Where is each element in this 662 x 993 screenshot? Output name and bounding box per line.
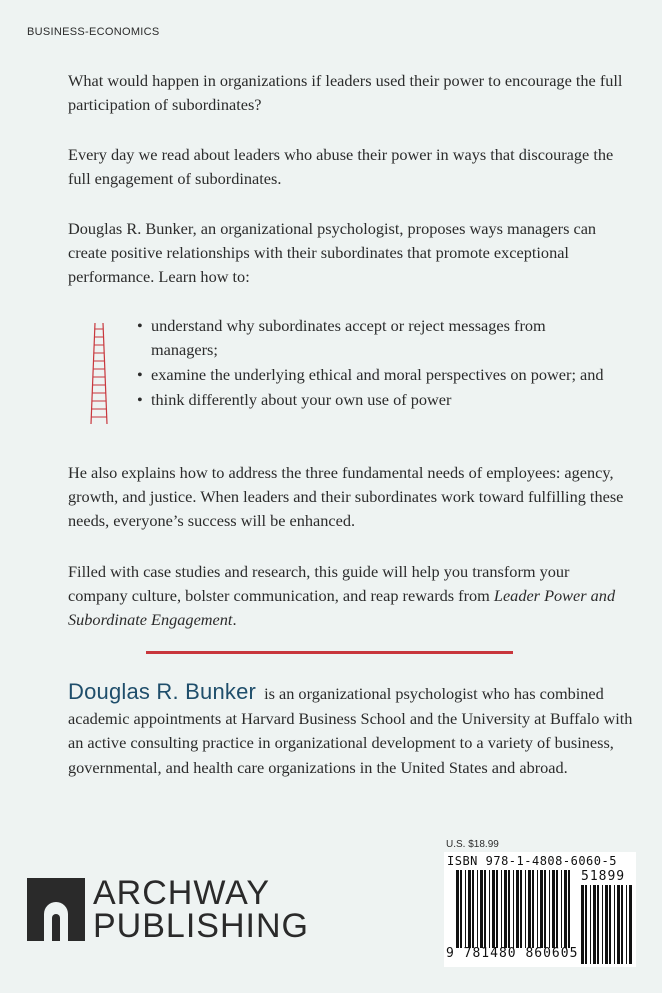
author-bio	[68, 680, 638, 780]
needs-paragraph: He also explains how to address the three fundamental needs of employees: agency, growth, and justice. When leaders and their subordinates work toward fulfilling these needs, everyone’s success will be enhanced.	[68, 463, 624, 530]
author-name: Douglas R. Bunker	[68, 679, 257, 704]
publisher-name-line2: PUBLISHING	[93, 907, 309, 945]
isbn-barcode	[444, 852, 636, 967]
intro-paragraph: Every day we read about leaders who abuse their power in ways that discourage the full engagement of subordinates.	[68, 145, 614, 188]
author-proposal-paragraph: Douglas R. Bunker, an organizational psychologist, proposes ways managers can create positive relationships with their subordinates that promote exceptional performance. Learn how to:	[68, 219, 597, 286]
price-addon-code: 51899	[581, 869, 626, 884]
ladder-icon	[90, 323, 108, 424]
list-item	[134, 363, 604, 387]
list-item	[134, 388, 604, 412]
closing-lead-text: Filled with case studies and research, this guide will help you transform your company culture, bolster communication, and reap rewards from	[68, 562, 570, 605]
closing-period: .	[232, 610, 237, 629]
book-title: Leader Power and Subordinate Engagement	[68, 586, 616, 629]
bullet-glyph: •	[137, 316, 143, 335]
bullet-glyph: •	[137, 390, 143, 409]
list-item-text: think differently about your own use of power	[151, 390, 452, 409]
red-divider	[146, 651, 513, 654]
learning-points-list	[134, 314, 604, 413]
closing-paragraph	[68, 560, 628, 632]
intro-question: What would happen in organizations if leaders used their power to encourage the full participation of subordinates?	[68, 71, 623, 114]
publisher-name-line1: ARCHWAY	[93, 874, 270, 912]
price-label: U.S. $18.99	[446, 839, 499, 850]
category-label: BUSINESS-ECONOMICS	[27, 26, 160, 38]
list-item	[134, 314, 604, 362]
list-item-text: examine the underlying ethical and moral perspectives on power; and	[151, 365, 604, 384]
isbn-number: ISBN 978-1-4808-6060-5	[447, 854, 617, 868]
bullet-glyph: •	[137, 365, 143, 384]
archway-arch-icon	[27, 878, 85, 941]
author-bio-text: is an organizational psychologist who has combined academic appointments at Harvard Business School and the University at Buffalo with an active consulting practice in organizational development to a variety of business, governmental, and health care organizations in the United States and abroad.	[68, 684, 633, 777]
list-item-text: understand why subordinates accept or reject messages from managers;	[151, 316, 546, 359]
ean-number: 9 781480 860605	[446, 946, 579, 961]
